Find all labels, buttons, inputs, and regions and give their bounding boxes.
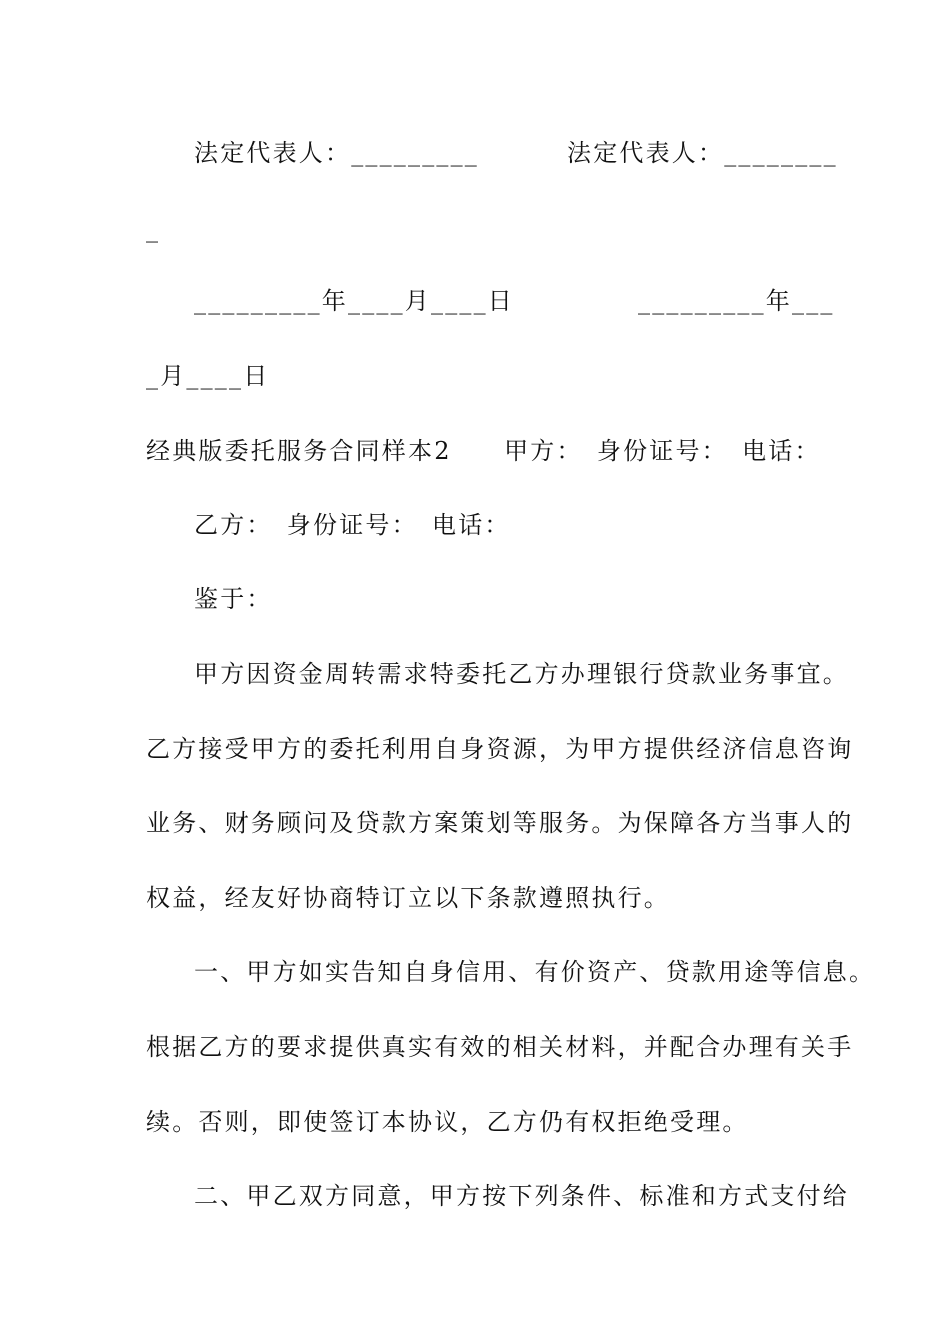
- date-right: _________年___: [638, 287, 835, 315]
- clause-1-line: 一、甲方如实告知自身信用、有价资产、贷款用途等信息。: [194, 958, 876, 986]
- paragraph-line: 权益，经友好协商特订立以下条款遵照执行。: [146, 884, 670, 912]
- legal-rep-left: 法定代表人：_________: [194, 139, 479, 167]
- legal-rep-right: 法定代表人：________: [567, 139, 838, 167]
- paragraph-line: 业务、财务顾问及贷款方案策划等服务。为保障各方当事人的: [146, 809, 854, 837]
- whereas-heading: 鉴于：: [194, 585, 273, 613]
- date-left: _________年____月____日: [194, 287, 514, 315]
- paragraph-line: 甲方因资金周转需求特委托乙方办理银行贷款业务事宜。: [194, 660, 849, 688]
- date-right-wrap: _月____日: [146, 362, 270, 390]
- clause-2-line: 二、甲乙双方同意，甲方按下列条件、标准和方式支付给: [194, 1182, 849, 1210]
- paragraph-line: 根据乙方的要求提供真实有效的相关材料，并配合办理有关手: [146, 1033, 854, 1061]
- party-b-line: 乙方： 身份证号： 电话：: [194, 511, 511, 539]
- paragraph-line: 续。否则，即使签订本协议，乙方仍有权拒绝受理。: [146, 1108, 749, 1136]
- contract-title-line: 经典版委托服务合同样本2 甲方： 身份证号： 电话：: [146, 437, 821, 465]
- paragraph-line: 乙方接受甲方的委托利用自身资源，为甲方提供经济信息咨询: [146, 735, 854, 763]
- legal-rep-right-wrap: _: [146, 215, 161, 243]
